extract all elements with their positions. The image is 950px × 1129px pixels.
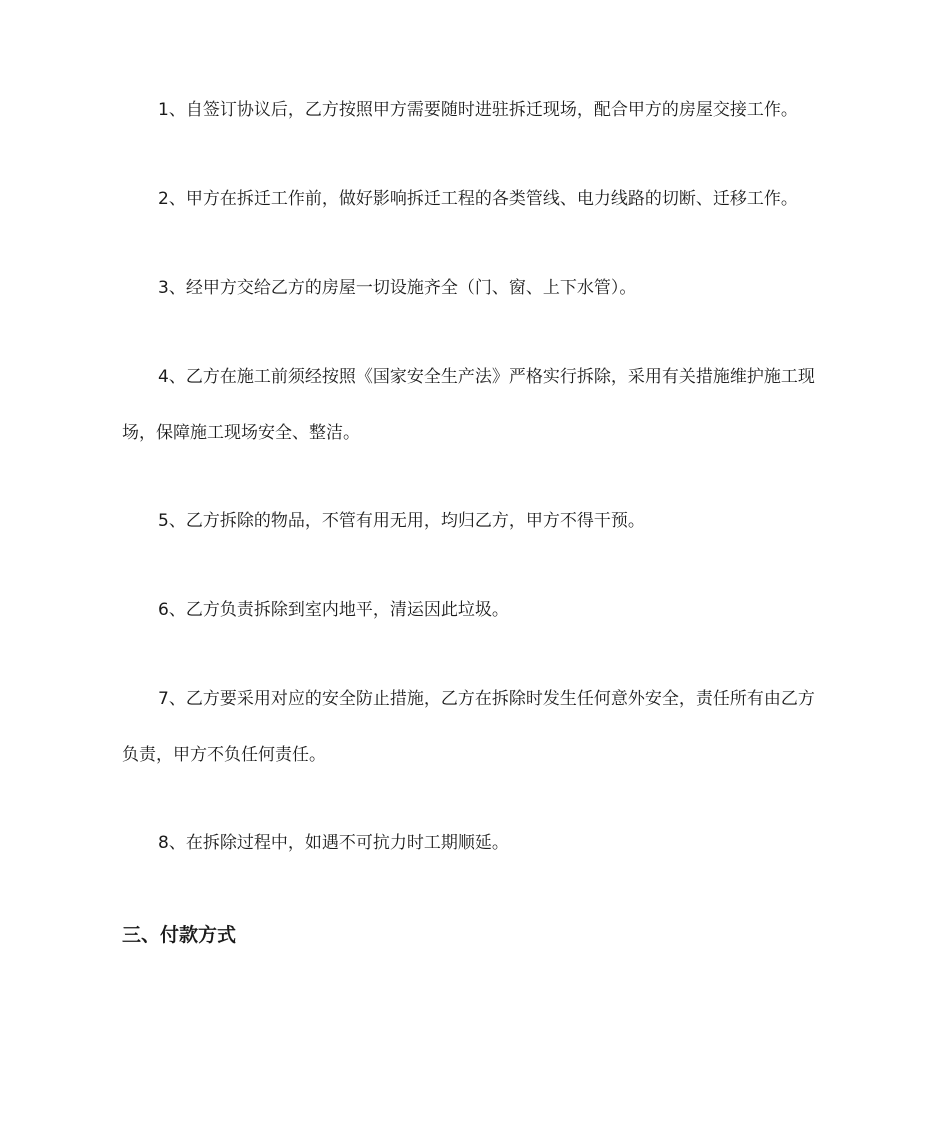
clause-2: 2、甲方在拆迁工作前，做好影响拆迁工程的各类管线、电力线路的切断、迁移工作。	[158, 189, 798, 209]
clause-7: 7、乙方要采用对应的安全防止措施，乙方在拆除时发生任何意外安全，责任所有由乙方负责，甲方不负任何责任。	[122, 689, 815, 765]
clause-5: 5、乙方拆除的物品，不管有用无用，均归乙方，甲方不得干预。	[158, 511, 645, 531]
clause-6: 6、乙方负责拆除到室内地平，清运因此垃圾。	[158, 600, 509, 620]
clause-8: 8、在拆除过程中，如遇不可抗力时工期顺延。	[158, 833, 509, 853]
section-heading-payment: 三、付款方式	[122, 924, 237, 946]
clause-3: 3、经甲方交给乙方的房屋一切设施齐全（门、窗、上下水管）。	[158, 278, 637, 298]
clause-4: 4、乙方在施工前须经按照《国家安全生产法》严格实行拆除，采用有关措施维护施工现场，保障施工现场安全、整洁。	[122, 367, 815, 443]
clause-1: 1、自签订协议后，乙方按照甲方需要随时进驻拆迁现场，配合甲方的房屋交接工作。	[158, 100, 798, 120]
